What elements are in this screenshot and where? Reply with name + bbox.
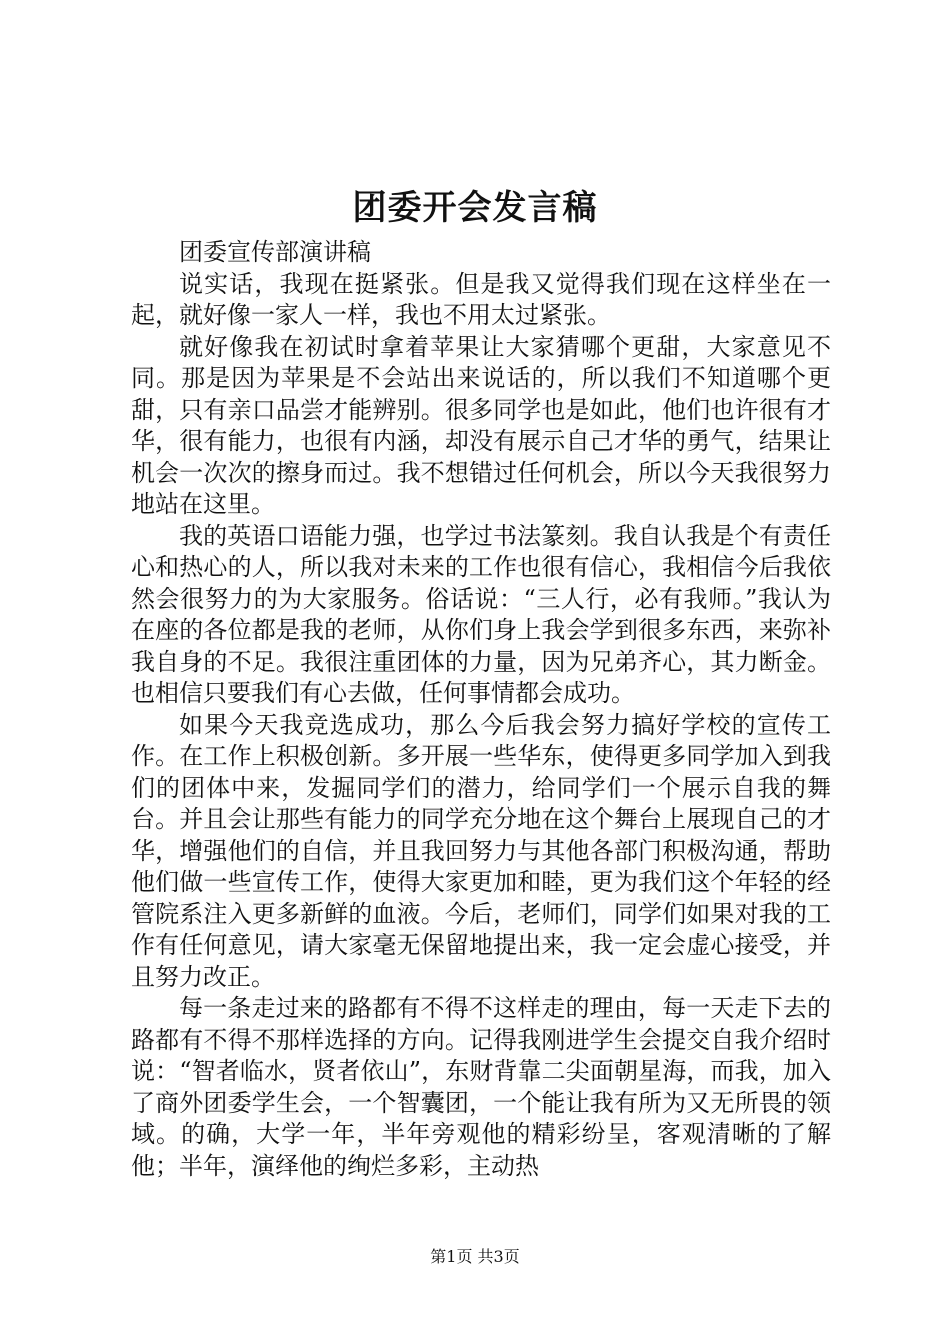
document-body bbox=[131, 237, 831, 1182]
paragraph-2: 就好像我在初试时拿着苹果让大家猜哪个更甜，大家意见不同。那是因为苹果是不会站出来说话的，所以我们不知道哪个更甜，只有亲口品尝才能辨别。很多同学也是如此，他们也许很有才华，很有能力，也很有内涵，却没有展示自己才华的勇气，结果让机会一次次的擦身而过。我不想错过任何机会，所以今天我很努力地站在这里。 bbox=[131, 332, 831, 518]
document-title: 团委开会发言稿 bbox=[352, 188, 598, 228]
page-footer: 第1页 共3页 bbox=[430, 1247, 520, 1266]
paragraph-3: 我的英语口语能力强，也学过书法篆刻。我自认我是个有责任心和热心的人，所以我对未来的工作也很有信心，我相信今后我依然会很努力的为大家服务。俗话说：“三人行，必有我师。”我认为在座的各位都是我的老师，从你们身上我会学到很多东西，来弥补我自身的不足。我很注重团体的力量，因为兄弟齐心，其力断金。也相信只要我们有心去做，任何事情都会成功。 bbox=[131, 521, 831, 707]
paragraph-5: 每一条走过来的路都有不得不这样走的理由，每一天走下去的路都有不得不那样选择的方向。记得我刚进学生会提交自我介绍时说：“智者临水，贤者依山”，东财背靠二尖面朝星海，而我，加入了商外团委学生会，一个智囊团，一个能让我有所为又无所畏的领域。的确，大学一年，半年旁观他的精彩纷呈，客观清晰的了解他；半年，演绎他的绚烂多彩，主动热 bbox=[131, 994, 831, 1180]
document-subtitle: 团委宣传部演讲稿 bbox=[179, 238, 371, 266]
paragraph-1: 说实话，我现在挺紧张。但是我又觉得我们现在这样坐在一起，就好像一家人一样，我也不用太过紧张。 bbox=[131, 269, 831, 329]
paragraph-4: 如果今天我竞选成功，那么今后我会努力搞好学校的宣传工作。在工作上积极创新。多开展一些华东，使得更多同学加入到我们的团体中来，发掘同学们的潜力，给同学们一个展示自我的舞台。并且会让那些有能力的同学充分地在这个舞台上展现自己的才华，增强他们的自信，并且我回努力与其他各部门积极沟通，帮助他们做一些宣传工作，使得大家更加和睦，更为我们这个年轻的经管院系注入更多新鲜的血液。今后，老师们，同学们如果对我的工作有任何意见，请大家毫无保留地提出来，我一定会虚心接受，并且努力改正。 bbox=[131, 710, 831, 991]
